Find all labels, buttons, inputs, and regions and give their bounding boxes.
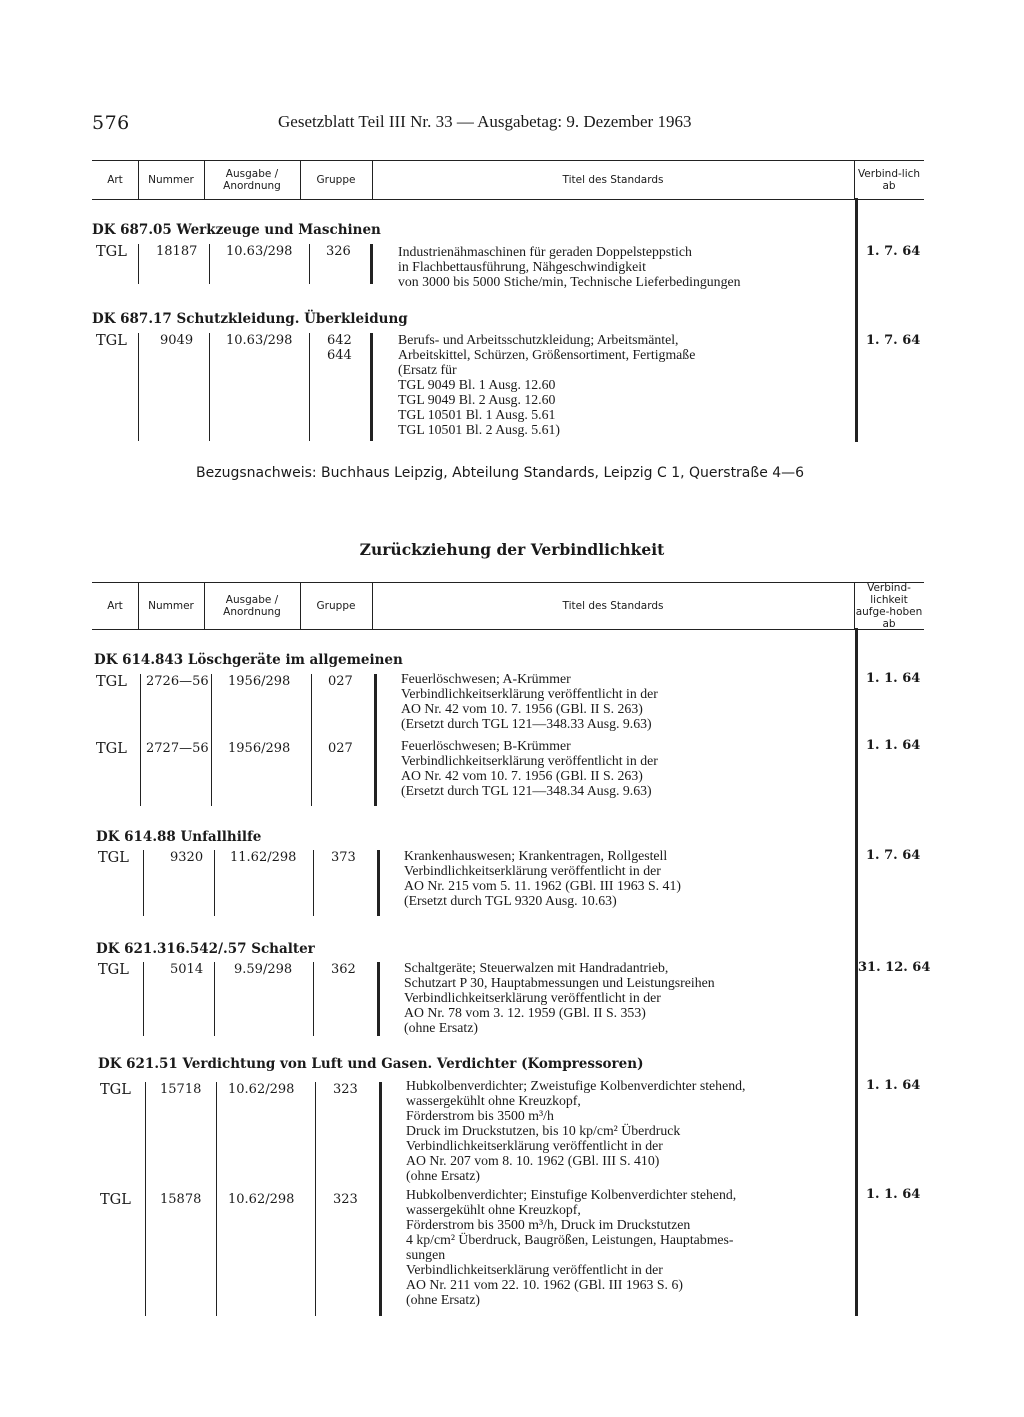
cell-titel: [398, 332, 695, 437]
cell-ausgabe: 1956/298: [228, 674, 291, 689]
group-title: DK 621.316.542/.57 Schalter: [96, 941, 315, 957]
col-gruppe-header: Gruppe: [300, 161, 373, 199]
cell-titel: [404, 848, 681, 908]
row-rule: [138, 333, 139, 441]
cell-ausgabe: 11.62/298: [230, 850, 297, 865]
col-nummer-header: Nummer: [138, 161, 205, 199]
titel-line: TGL 9049 Bl. 1 Ausg. 12.60: [398, 377, 556, 392]
titel-line: wassergekühlt ohne Kreuzkopf,: [406, 1093, 581, 1108]
cell-verbindlich: 1. 7. 64: [866, 333, 921, 348]
cell-titel: [401, 738, 658, 798]
row-rule: [216, 1082, 217, 1316]
cell-nummer: 2727—56: [146, 741, 209, 756]
row-rule: [379, 1082, 382, 1316]
titel-line: (Ersatz für: [398, 362, 457, 377]
cell-gruppe: 027: [328, 741, 353, 756]
titel-line: Berufs- und Arbeitsschutzkleidung; Arbeitsmäntel,: [398, 332, 679, 347]
titel-line: Druck im Druckstutzen, bis 10 kp/cm² Überdruck: [406, 1123, 681, 1138]
cell-verbindlich: 31. 12. 64: [858, 960, 931, 975]
row-rule: [311, 674, 312, 806]
titel-line: AO Nr. 78 vom 3. 12. 1959 (GBl. II S. 353): [404, 1005, 646, 1020]
group-title: DK 687.17 Schutzkleidung. Überkleidung: [92, 311, 408, 327]
cell-gruppe: 027: [328, 674, 353, 689]
titel-line: Verbindlichkeitserklärung veröffentlicht in der: [404, 990, 661, 1005]
cell-gruppe: 323: [333, 1192, 358, 1207]
titel-line: AO Nr. 42 vom 10. 7. 1956 (GBl. II S. 263): [401, 701, 643, 716]
row-rule: [309, 244, 310, 284]
row-rule: [370, 244, 373, 284]
row-rule: [211, 674, 212, 806]
titel-line: TGL 9049 Bl. 2 Ausg. 12.60: [398, 392, 556, 407]
cell-gruppe: 642: [327, 333, 352, 348]
group-title: DK 614.843 Löschgeräte im allgemeinen: [94, 652, 403, 668]
cell-art: TGL: [98, 962, 129, 978]
titel-line: AO Nr. 42 vom 10. 7. 1956 (GBl. II S. 263): [401, 768, 643, 783]
cell-titel: [398, 244, 740, 289]
row-rule: [313, 850, 314, 916]
titel-line: Arbeitskittel, Schürzen, Größensortiment, Fertigmaße: [398, 347, 696, 362]
cell-verbindlich: 1. 7. 64: [866, 848, 921, 863]
row-rule: [138, 244, 139, 284]
cell-art: TGL: [96, 741, 127, 757]
titel-line: Hubkolbenverdichter; Einstufige Kolbenverdichter stehend,: [406, 1187, 737, 1202]
verbindlich-rule: [855, 198, 858, 442]
cell-gruppe: 326: [326, 244, 351, 259]
titel-line: sungen: [406, 1247, 446, 1262]
col-art-header: Art: [92, 161, 139, 199]
titel-line: (ohne Ersatz): [406, 1168, 480, 1183]
titel-line: Förderstrom bis 3500 m³/h: [406, 1108, 554, 1123]
titel-line: wassergekühlt ohne Kreuzkopf,: [406, 1202, 581, 1217]
cell-titel: [406, 1187, 736, 1307]
group-title: DK 614.88 Unfallhilfe: [96, 829, 262, 845]
group-title: DK 621.51 Verdichtung von Luft und Gasen. Verdichter (Kompressoren): [98, 1056, 644, 1072]
row-rule: [315, 1082, 316, 1316]
titel-line: (ohne Ersatz): [404, 1020, 478, 1035]
cell-verbindlich: 1. 1. 64: [866, 671, 921, 686]
bezugsnachweis: Bezugsnachweis: Buchhaus Leipzig, Abteilung Standards, Leipzig C 1, Querstraße 4—6: [196, 465, 805, 481]
titel-line: Verbindlichkeitserklärung veröffentlicht in der: [406, 1262, 663, 1277]
titel-line: Industrienähmaschinen für geraden Doppelsteppstich: [398, 244, 692, 259]
col-titel-header: Titel des Standards: [372, 161, 855, 199]
row-rule: [313, 962, 314, 1036]
cell-art: TGL: [100, 1082, 131, 1098]
row-rule: [374, 674, 377, 806]
titel-line: AO Nr. 215 vom 5. 11. 1962 (GBl. III 1963 S. 41): [404, 878, 681, 893]
row-rule: [377, 962, 380, 1036]
cell-titel: [401, 671, 658, 731]
col-verbindlich-header: Verbind-lichkeit aufge-hoben ab: [855, 582, 923, 630]
row-rule: [209, 244, 210, 284]
cell-ausgabe: 10.62/298: [228, 1082, 295, 1097]
row-rule: [214, 850, 215, 916]
col-nummer-header: Nummer: [138, 583, 205, 629]
cell-ausgabe: 10.62/298: [228, 1192, 295, 1207]
titel-line: Förderstrom bis 3500 m³/h, Druck im Druckstutzen: [406, 1217, 691, 1232]
page-number: 576: [92, 112, 130, 134]
row-rule: [214, 962, 215, 1036]
titel-line: Schaltgeräte; Steuerwalzen mit Handradantrieb,: [404, 960, 669, 975]
cell-nummer: 15878: [160, 1192, 202, 1207]
row-rule: [309, 333, 310, 441]
cell-nummer: 9049: [160, 333, 194, 348]
cell-nummer: 5014: [170, 962, 204, 977]
titel-line: Verbindlichkeitserklärung veröffentlicht in der: [401, 686, 658, 701]
cell-ausgabe: 1956/298: [228, 741, 291, 756]
col-verbindlich-header: Verbind-lich ab: [857, 168, 921, 192]
section-heading: Zurückziehung der Verbindlichkeit: [359, 540, 665, 559]
cell-art: TGL: [98, 850, 129, 866]
titel-line: von 3000 bis 5000 Stiche/min, Technische Lieferbedingungen: [398, 274, 741, 289]
group-title: DK 687.05 Werkzeuge und Maschinen: [92, 222, 381, 238]
cell-ausgabe: 9.59/298: [234, 962, 293, 977]
titel-line: AO Nr. 207 vom 8. 10. 1962 (GBl. III S. 410): [406, 1153, 660, 1168]
row-rule: [370, 333, 373, 441]
titel-line: Krankenhauswesen; Krankentragen, Rollgestell: [404, 848, 668, 863]
cell-nummer: 2726—56: [146, 674, 209, 689]
titel-line: TGL 10501 Bl. 1 Ausg. 5.61: [398, 407, 556, 422]
titel-line: (Ersetzt durch TGL 9320 Ausg. 10.63): [404, 893, 617, 908]
col-titel-header: Titel des Standards: [372, 583, 855, 629]
cell-art: TGL: [100, 1192, 131, 1208]
cell-art: TGL: [96, 244, 127, 260]
cell-gruppe: 362: [331, 962, 356, 977]
row-rule: [377, 850, 380, 916]
titel-line: Verbindlichkeitserklärung veröffentlicht in der: [404, 863, 661, 878]
cell-ausgabe: 10.63/298: [226, 333, 293, 348]
cell-gruppe: 373: [331, 850, 356, 865]
row-rule: [143, 850, 144, 916]
titel-line: Verbindlichkeitserklärung veröffentlicht in der: [401, 753, 658, 768]
row-rule: [143, 962, 144, 1036]
page-header: [92, 112, 932, 142]
titel-line: in Flachbettausführung, Nähgeschwindigkeit: [398, 259, 646, 274]
cell-art: TGL: [96, 333, 127, 349]
titel-line: Hubkolbenverdichter; Zweistufige Kolbenverdichter stehend,: [406, 1078, 746, 1093]
col-gruppe-header: Gruppe: [300, 583, 373, 629]
titel-line: Feuerlöschwesen; B-Krümmer: [401, 738, 571, 753]
cell-ausgabe: 10.63/298: [226, 244, 293, 259]
titel-line: Feuerlöschwesen; A-Krümmer: [401, 671, 571, 686]
titel-line: (Ersetzt durch TGL 121—348.33 Ausg. 9.63): [401, 716, 652, 731]
running-title: Gesetzblatt Teil III Nr. 33 — Ausgabetag: 9. Dezember 1963: [278, 112, 692, 131]
titel-line: (Ersetzt durch TGL 121—348.34 Ausg. 9.63): [401, 783, 652, 798]
cell-verbindlich: 1. 1. 64: [866, 1187, 921, 1202]
table2-header: [92, 582, 924, 630]
row-rule: [140, 674, 141, 806]
cell-titel: [404, 960, 715, 1035]
titel-line: Schutzart P 30, Hauptabmessungen und Leistungsreihen: [404, 975, 715, 990]
table1-header: [92, 160, 924, 200]
titel-line: AO Nr. 211 vom 22. 10. 1962 (GBl. III 1963 S. 6): [406, 1277, 683, 1292]
cell-verbindlich: 1. 1. 64: [866, 1078, 921, 1093]
cell-verbindlich: 1. 1. 64: [866, 738, 921, 753]
cell-nummer: 15718: [160, 1082, 202, 1097]
row-rule: [209, 333, 210, 441]
cell-nummer: 18187: [156, 244, 198, 259]
cell-art: TGL: [96, 674, 127, 690]
cell-nummer: 9320: [170, 850, 204, 865]
titel-line: 4 kp/cm² Überdruck, Baugrößen, Leistungen, Hauptabmes-: [406, 1232, 734, 1247]
col-art-header: Art: [92, 583, 139, 629]
cell-gruppe-2: 644: [327, 348, 352, 363]
titel-line: Verbindlichkeitserklärung veröffentlicht in der: [406, 1138, 663, 1153]
titel-line: TGL 10501 Bl. 2 Ausg. 5.61): [398, 422, 560, 437]
row-rule: [145, 1082, 146, 1316]
cell-verbindlich: 1. 7. 64: [866, 244, 921, 259]
cell-gruppe: 323: [333, 1082, 358, 1097]
col-ausgabe-header: Ausgabe / Anordnung: [204, 583, 301, 629]
titel-line: (ohne Ersatz): [406, 1292, 480, 1307]
cell-titel: [406, 1078, 745, 1183]
col-ausgabe-header: Ausgabe / Anordnung: [204, 161, 301, 199]
